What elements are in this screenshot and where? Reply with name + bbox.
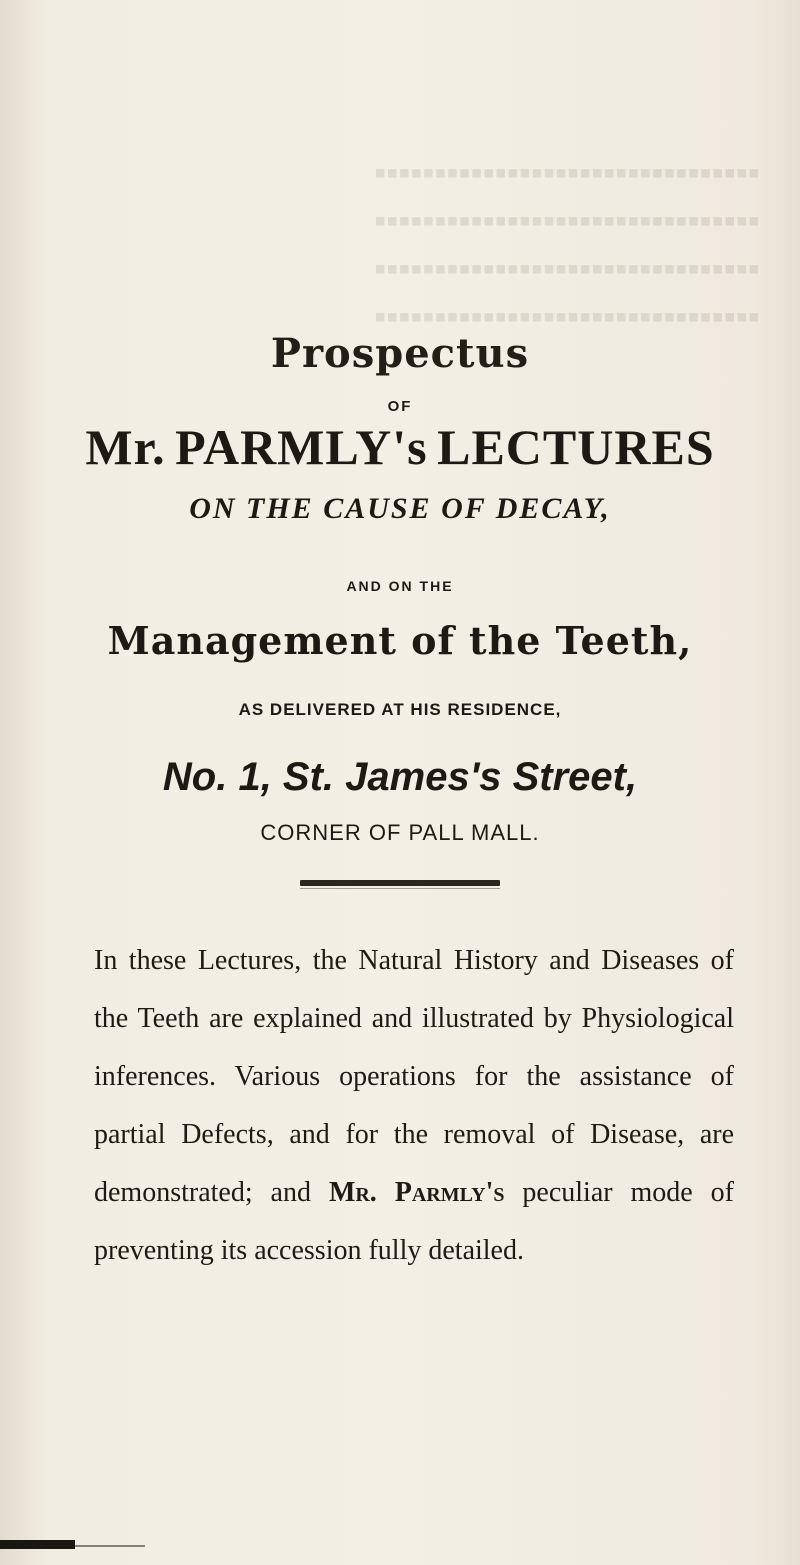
cause-subtitle: ON THE CAUSE OF DECAY, (189, 492, 611, 525)
and-on-the-label: AND ON THE (346, 578, 454, 594)
divider-rule-thin (300, 888, 500, 889)
corner-ink-mark (0, 1540, 75, 1549)
of-label: OF (387, 398, 413, 415)
prospectus-heading: Prospectus (270, 330, 530, 377)
address-line: No. 1, St. James's Street, (162, 755, 638, 799)
management-heading: Management of the Teeth, (107, 618, 693, 663)
delivered-line: AS DELIVERED AT HIS RESIDENCE, (238, 700, 562, 719)
show-through-bleed: ▪▪▪▪▪▪▪▪▪▪▪▪▪▪▪▪▪▪▪▪▪▪▪▪▪▪▪▪▪▪▪▪ ▪▪▪▪▪▪▪▪▪▪▪▪▪▪▪▪▪▪▪▪▪▪▪▪▪▪▪▪▪▪▪▪ ▪▪▪▪▪▪▪▪▪▪▪▪▪▪▪▪▪▪▪▪▪▪▪▪▪▪▪▪▪▪▪▪ ▪▪▪▪▪▪▪▪▪▪▪▪▪▪▪▪▪▪▪▪▪▪▪▪▪▪▪▪▪▪▪▪ (374, 155, 760, 336)
corner-ink-mark-trail (75, 1545, 145, 1547)
body-paragraph (94, 932, 734, 1280)
divider-rule (300, 880, 500, 886)
corner-line: CORNER OF PALL MALL. (260, 820, 540, 845)
parmly-name: Mr. Parmly's (328, 1177, 505, 1208)
lectures-title: Mr. PARMLY's LECTURES (85, 419, 715, 475)
body-paragraph-part1: In these Lectures, the Natural History and Diseases of the Teeth are explained and illustrated by Physiological inferences. Various operations for the assistance of partial Defects, and for the removal of Disease, are demonstrated; and (94, 945, 734, 1208)
body-paragraph-part2: peculiar mode of preventing its accession fully detailed. (94, 1177, 734, 1266)
